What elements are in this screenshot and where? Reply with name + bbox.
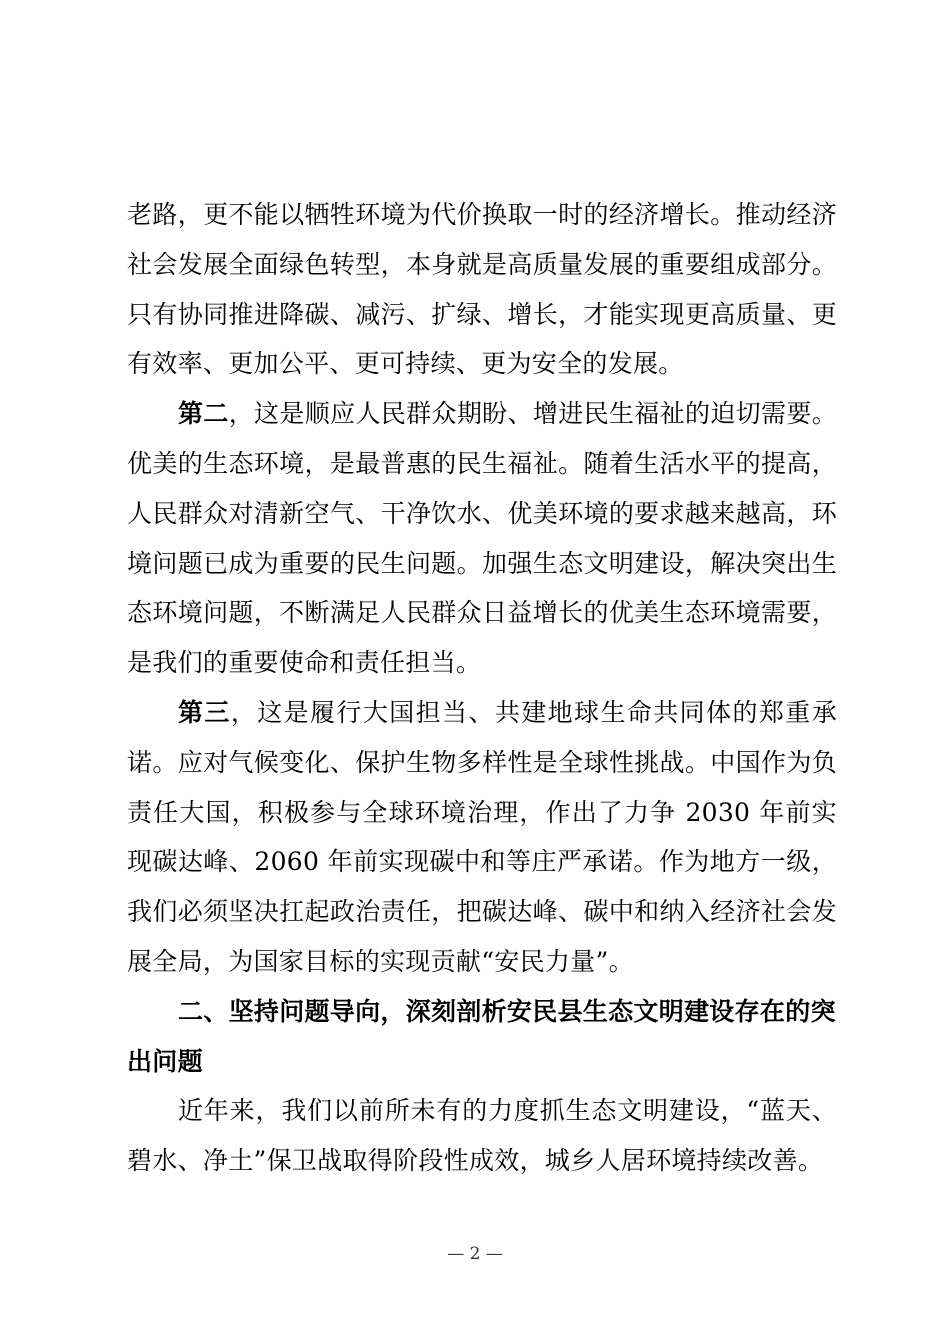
- page-number: — 2 —: [447, 1244, 503, 1264]
- document-body: [127, 190, 837, 1186]
- paragraph-text: 近年来，我们以前所未有的力度抓生态文明建设，“蓝天、碧水、净土”保卫战取得阶段性成效，城乡人居环境持续改善。: [127, 1096, 837, 1176]
- paragraph-text: ，这是履行大国担当、共建地球生命共同体的郑重承诺。应对气候变化、保护生物多样性是全球性挑战。中国作为负责任大国，积极参与全球环境治理，作出了力争 2030 年前实现碳达峰、2060 年前实现碳中和等庄严承诺。作为地方一级，我们必须坚决扛起政治责任，把碳达峰、碳中和纳入经济社会发展全局，为国家目标的实现贡献“安民力量”。: [127, 697, 837, 976]
- paragraph-text: 老路，更不能以牺牲环境为代价换取一时的经济增长。推动经济社会发展全面绿色转型，本身就是高质量发展的重要组成部分。只有协同推进降碳、减污、扩绿、增长，才能实现更高质量、更有效率、更加公平、更可持续、更为安全的发展。: [127, 200, 837, 379]
- paragraph-final: [127, 1086, 837, 1186]
- paragraph-lead: 第三: [178, 697, 231, 727]
- paragraph-text: ，这是顺应人民群众期盼、增进民生福祉的迫切需要。优美的生态环境，是最普惠的民生福祉。随着生活水平的提高，人民群众对清新空气、干净饮水、优美环境的要求越来越高，环境问题已成为重要的民生问题。加强生态文明建设，解决突出生态环境问题，不断满足人民群众日益增长的优美生态环境需要，是我们的重要使命和责任担当。: [127, 399, 837, 678]
- paragraph-lead: 第二: [178, 399, 229, 429]
- paragraph-third: [127, 688, 837, 987]
- paragraph-second: [127, 389, 837, 688]
- paragraph-continuation: [127, 190, 837, 389]
- section-heading: 二、坚持问题导向，深刻剖析安民县生态文明建设存在的突出问题: [127, 996, 836, 1076]
